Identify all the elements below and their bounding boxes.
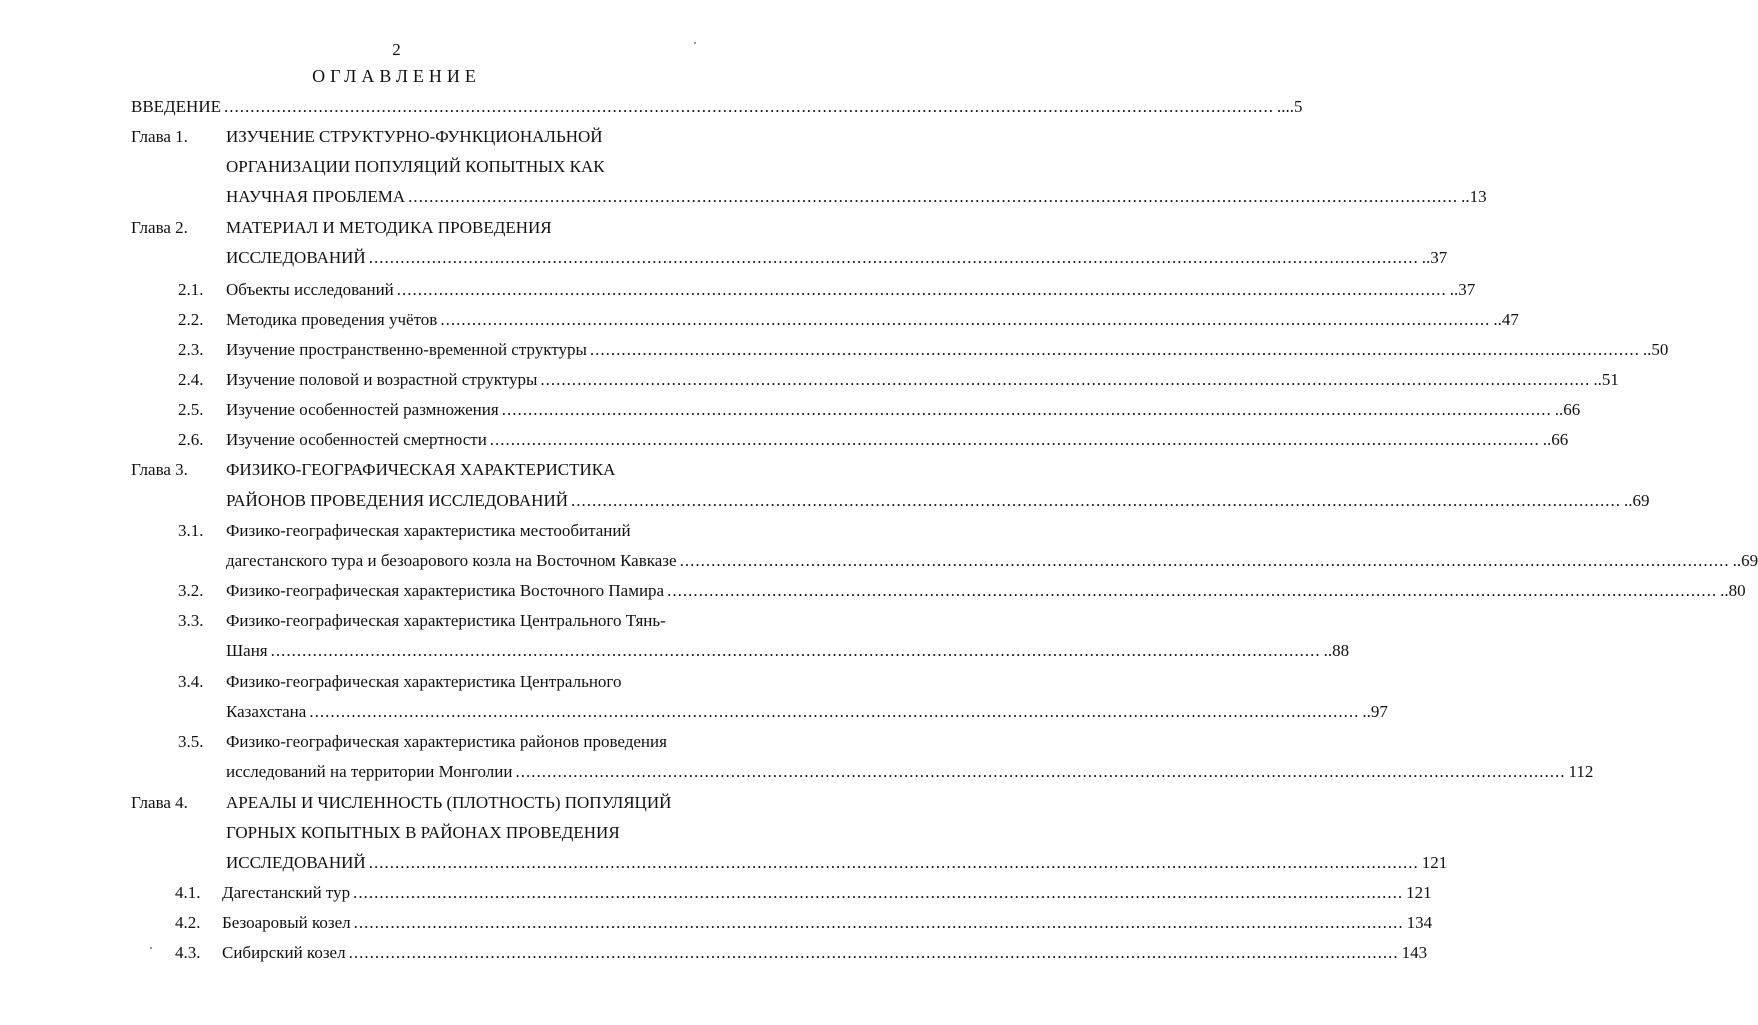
- toc-page-number: ..69: [1732, 551, 1758, 570]
- toc-page-number: ..50: [1642, 340, 1669, 359]
- section-label: 2.3.: [178, 340, 204, 359]
- section-label: 3.4.: [178, 672, 204, 691]
- section-label: 3.2.: [178, 581, 204, 600]
- section-label: 2.1.: [178, 280, 204, 299]
- toc-entry-title: Дагестанский тур: [222, 883, 351, 902]
- toc-entry-chapter-4-line-3[interactable]: [0, 848, 1448, 878]
- toc-entry-title: Шаня: [226, 641, 268, 660]
- toc-entry-title: НАУЧНАЯ ПРОБЛЕМА: [226, 187, 406, 206]
- page-number: 2: [392, 40, 401, 59]
- section-label: 2.6.: [178, 430, 204, 449]
- toc-entry-title: Физико-географическая характеристика Центрального Тянь-: [226, 611, 666, 630]
- toc-entry-chapter-4-line-2: [0, 818, 793, 848]
- toc-entry-3-5-line-2[interactable]: [0, 757, 1594, 787]
- toc-entry-title: ИССЛЕДОВАНИЙ: [226, 853, 366, 872]
- section-label: 2.5.: [178, 400, 204, 419]
- toc-entry-title: Методика проведения учётов: [226, 310, 438, 329]
- dot-leader: ........................................................................................................................................................................................................: [270, 641, 1321, 660]
- toc-entry-intro[interactable]: [0, 92, 1303, 122]
- section-label: 2.2.: [178, 310, 204, 329]
- toc-page-number: ..69: [1624, 491, 1650, 510]
- toc-entry-title: РАЙОНОВ ПРОВЕДЕНИЯ ИССЛЕДОВАНИЙ: [226, 491, 569, 510]
- toc-entry-title: Изучение половой и возрастной структуры: [226, 370, 538, 389]
- toc-entry-title: Сибирский козел: [222, 943, 346, 962]
- toc-entry-title: Физико-географическая характеристика районов проведения: [226, 732, 667, 751]
- toc-entry-4-3[interactable]: [0, 938, 1428, 968]
- dot-leader: ........................................................................................................................................................................................................: [309, 702, 1360, 721]
- dot-leader: ........................................................................................................................................................................................................: [368, 853, 1419, 872]
- toc-entry-title: ОРГАНИЗАЦИИ ПОПУЛЯЦИЙ КОПЫТНЫХ КАК: [226, 157, 605, 176]
- toc-entry-3-1-line-2[interactable]: [0, 546, 1758, 576]
- toc-entry-2-1[interactable]: [0, 275, 1476, 305]
- dot-leader: ........................................................................................................................................................................................................: [396, 280, 1447, 299]
- toc-entry-title: ГОРНЫХ КОПЫТНЫХ В РАЙОНАХ ПРОВЕДЕНИЯ: [226, 823, 620, 842]
- toc-entry-chapter-1-line-3[interactable]: [0, 182, 1487, 212]
- scan-speck: [150, 947, 152, 949]
- dot-leader: ........................................................................................................................................................................................................: [408, 187, 1459, 206]
- toc-entry-2-3[interactable]: [0, 335, 1669, 365]
- toc-entry-title: Безоаровый козел: [222, 913, 351, 932]
- toc-entry-chapter-3-line-2[interactable]: [0, 486, 1650, 516]
- toc-page-number: ..88: [1323, 641, 1350, 660]
- toc-entry-3-2[interactable]: [0, 576, 1746, 606]
- toc-entry-2-2[interactable]: [0, 305, 1519, 335]
- toc-entry-3-5-line-1[interactable]: [0, 727, 793, 757]
- toc-entry-2-5[interactable]: [0, 395, 1581, 425]
- dot-leader: ........................................................................................................................................................................................................: [368, 248, 1419, 267]
- dot-leader: ........................................................................................................................................................................................................: [489, 430, 1540, 449]
- chapter-label: Глава 3.: [131, 460, 188, 479]
- toc-page-number: 121: [1406, 883, 1432, 902]
- toc-entry-title: Казахстана: [226, 702, 307, 721]
- dot-leader: ........................................................................................................................................................................................................: [440, 310, 1491, 329]
- toc-entry-title: ИЗУЧЕНИЕ СТРУКТУРНО-ФУНКЦИОНАЛЬНОЙ: [226, 127, 603, 146]
- section-label: 3.1.: [178, 521, 204, 540]
- toc-page-number: ..37: [1449, 280, 1476, 299]
- toc-entry-4-1[interactable]: [0, 878, 1432, 908]
- dot-leader: ........................................................................................................................................................................................................: [589, 340, 1640, 359]
- toc-page-number: 143: [1401, 943, 1428, 962]
- toc-page-number: ..51: [1593, 370, 1619, 389]
- section-label: 2.4.: [178, 370, 204, 389]
- toc-entry-3-3-line-1[interactable]: [0, 606, 793, 636]
- toc-page-number: 112: [1568, 762, 1594, 781]
- toc-entry-chapter-2-line-2[interactable]: [0, 243, 1448, 273]
- toc-page-number: 134: [1406, 913, 1433, 932]
- toc-entry-title: АРЕАЛЫ И ЧИСЛЕННОСТЬ (ПЛОТНОСТЬ) ПОПУЛЯЦИЙ: [226, 793, 672, 812]
- toc-entry-3-4-line-2[interactable]: [0, 697, 1388, 727]
- section-label: 3.3.: [178, 611, 204, 630]
- toc-entry-chapter-4-line-1[interactable]: [0, 788, 793, 818]
- toc-entry-chapter-2-line-1[interactable]: [0, 213, 793, 243]
- chapter-label: Глава 2.: [131, 218, 188, 237]
- dot-leader: ........................................................................................................................................................................................................: [571, 491, 1622, 510]
- toc-entry-title: Физико-географическая характеристика Центрального: [226, 672, 622, 691]
- dot-leader: ........................................................................................................................................................................................................: [540, 370, 1591, 389]
- dot-leader: ........................................................................................................................................................................................................: [667, 581, 1718, 600]
- toc-page-number: ..80: [1720, 581, 1746, 600]
- dot-leader: ........................................................................................................................................................................................................: [515, 762, 1566, 781]
- toc-entry-3-3-line-2[interactable]: [0, 636, 1350, 666]
- toc-page-number: ..66: [1542, 430, 1569, 449]
- toc-page-number: ....5: [1276, 97, 1303, 116]
- dot-leader: ........................................................................................................................................................................................................: [353, 883, 1404, 902]
- toc-page-number: ..13: [1461, 187, 1487, 206]
- chapter-label: Глава 1.: [131, 127, 188, 146]
- toc-entry-title: Объекты исследований: [226, 280, 394, 299]
- toc-entry-title: исследований на территории Монголии: [226, 762, 513, 781]
- toc-entry-title: Изучение особенностей размножения: [226, 400, 499, 419]
- toc-entry-2-6[interactable]: [0, 425, 1569, 455]
- dot-leader: ........................................................................................................................................................................................................: [223, 97, 1274, 116]
- toc-page-number: ..66: [1554, 400, 1581, 419]
- page-title: ОГЛАВЛЕНИЕ: [312, 66, 481, 86]
- toc-page-number: 121: [1421, 853, 1448, 872]
- toc-entry-chapter-1-line-1[interactable]: [0, 122, 793, 152]
- dot-leader: ........................................................................................................................................................................................................: [348, 943, 1399, 962]
- dot-leader: ........................................................................................................................................................................................................: [501, 400, 1552, 419]
- toc-page-number: ..47: [1493, 310, 1519, 329]
- chapter-label: Глава 4.: [131, 793, 188, 812]
- toc-entry-title: Изучение особенностей смертности: [226, 430, 487, 449]
- toc-entry-chapter-1-line-2: [0, 152, 793, 182]
- toc-entry-2-4[interactable]: [0, 365, 1619, 395]
- section-label: 4.3.: [175, 943, 201, 962]
- toc-entry-title: Физико-географическая характеристика Восточного Памира: [226, 581, 665, 600]
- section-label: 4.2.: [175, 913, 201, 932]
- toc-entry-title: ФИЗИКО-ГЕОГРАФИЧЕСКАЯ ХАРАКТЕРИСТИКА: [226, 460, 616, 479]
- dot-leader: ........................................................................................................................................................................................................: [679, 551, 1730, 570]
- toc-entry-3-4-line-1[interactable]: [0, 667, 793, 697]
- toc-entry-title: ВВЕДЕНИЕ: [131, 97, 221, 116]
- toc-entry-title: Изучение пространственно-временной структуры: [226, 340, 587, 359]
- toc-entry-4-2[interactable]: [0, 908, 1433, 938]
- section-label: 4.1.: [175, 883, 201, 902]
- toc-entry-title: МАТЕРИАЛ И МЕТОДИКА ПРОВЕДЕНИЯ: [226, 218, 552, 237]
- toc-page-number: ..97: [1362, 702, 1388, 721]
- toc-entry-title: ИССЛЕДОВАНИЙ: [226, 248, 366, 267]
- dot-leader: ........................................................................................................................................................................................................: [353, 913, 1404, 932]
- toc-entry-chapter-3-line-1[interactable]: [0, 455, 793, 485]
- scan-speck: [694, 42, 696, 44]
- toc-entry-title: Физико-географическая характеристика местообитаний: [226, 521, 631, 540]
- toc-page-number: ..37: [1421, 248, 1448, 267]
- toc-entry-3-1-line-1[interactable]: [0, 516, 793, 546]
- section-label: 3.5.: [178, 732, 204, 751]
- toc-entry-title: дагестанского тура и безоарового козла на Восточном Кавказе: [226, 551, 677, 570]
